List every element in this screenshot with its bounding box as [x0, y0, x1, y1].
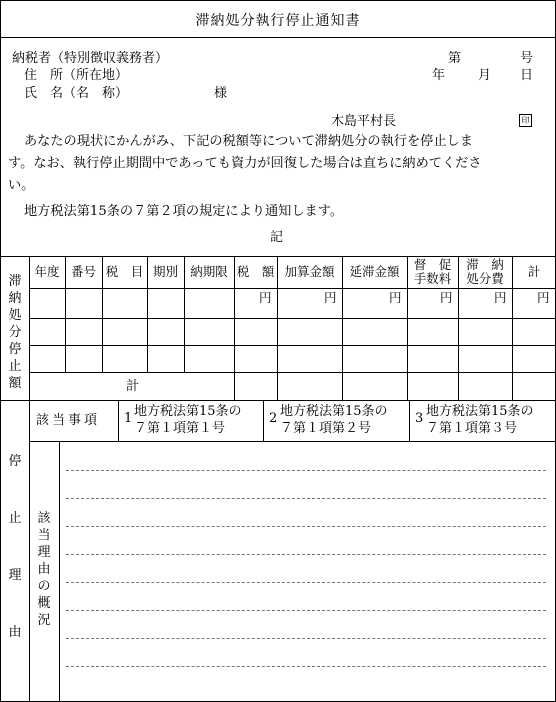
date-year: 年: [432, 68, 446, 83]
taxpayer-label: 納税者（特別徴収義務者）: [12, 51, 169, 66]
header-due-date: 納期限: [190, 264, 228, 279]
reason-side-line: [29, 400, 30, 702]
applicable-label: 該当事項: [36, 413, 101, 428]
overview-char: 該: [37, 511, 51, 526]
writing-line: [66, 498, 546, 499]
writing-line: [66, 470, 546, 471]
header-year: 年度: [34, 264, 60, 279]
option-2-number: 2: [269, 411, 278, 426]
writing-line: [66, 638, 546, 639]
option-1-line1: 地方税法第15条の: [134, 404, 242, 419]
overview-char: 概: [37, 596, 51, 611]
header-number: 番号: [70, 264, 96, 279]
stop-reason-side-label: [7, 455, 23, 639]
doc-number-suffix: 号: [520, 51, 534, 66]
side-char: 分: [8, 325, 22, 340]
yen-disposal: 円: [494, 290, 507, 305]
name-label: 氏 名（名 称）: [24, 86, 129, 101]
issuer-seal: 印: [519, 114, 532, 127]
doc-number-prefix: 第: [448, 51, 462, 66]
applicable-label-line: [118, 400, 119, 441]
header-fee-line1: 督 促: [413, 257, 452, 272]
row-line-1: [29, 318, 556, 319]
total-bottom-line: [0, 400, 556, 401]
overview-char: 由: [37, 562, 51, 577]
overview-label: [36, 512, 52, 627]
header-period: 期別: [152, 264, 178, 279]
header-disposal-line2: 処分費: [466, 271, 504, 286]
address-label: 住 所（所在地）: [24, 68, 129, 83]
side-char: 由: [8, 625, 22, 640]
option-2-line1: 地方税法第15条の: [280, 404, 388, 419]
amount-side-label: [7, 275, 23, 390]
overview-char: 当: [37, 528, 51, 543]
body-line-1: あなたの現状にかんがみ、下記の税額等について滞納処分の執行を停止しま: [24, 134, 473, 149]
honorific: 様: [214, 86, 228, 101]
writing-line: [66, 666, 546, 667]
side-char: 滞: [8, 274, 22, 289]
option-line-1: [263, 400, 264, 441]
applicable-bottom-line: [29, 441, 556, 442]
side-char: 処: [8, 308, 22, 323]
header-additional-tax: 加算金額: [284, 264, 335, 279]
writing-line: [66, 610, 546, 611]
writing-line: [66, 526, 546, 527]
header-tax-amount: 税 額: [236, 264, 275, 279]
title-divider: [0, 37, 556, 38]
writing-line: [66, 582, 546, 583]
header-total: 計: [527, 264, 541, 279]
ki-heading: 記: [270, 230, 284, 245]
option-3-line1: 地方税法第15条の: [426, 404, 534, 419]
writing-line: [66, 554, 546, 555]
side-char: 止: [8, 511, 22, 526]
option-3-line2: ７第１項第３号: [426, 421, 518, 436]
document-title: 滞納処分執行停止通知書: [195, 13, 361, 29]
header-tax-item: 税 目: [105, 264, 144, 279]
overview-char: の: [37, 579, 51, 594]
header-disposal-line1: 滞 納: [466, 257, 504, 272]
side-char: 額: [8, 376, 22, 391]
option-1-number: 1: [124, 411, 133, 426]
yen-fee: 円: [440, 290, 453, 305]
header-bottom-line: [29, 288, 556, 289]
date-month: 月: [478, 68, 492, 83]
body-line-4: 地方税法第15条の７第２項の規定により通知します。: [24, 204, 344, 219]
option-line-2: [409, 400, 410, 441]
side-char: 停: [8, 454, 22, 469]
side-char: 理: [8, 568, 22, 583]
row-line-3: [29, 372, 556, 373]
body-line-3: い。: [8, 178, 35, 193]
option-1-line2: ７第１項第１号: [134, 421, 226, 436]
side-char: 停: [8, 342, 22, 357]
overview-char: 況: [37, 613, 51, 628]
body-line-2: す。なお、執行停止期間中であっても資力が回復した場合は直ちに納めてくださ: [8, 156, 482, 171]
overview-label-line: [59, 441, 60, 702]
yen-additional-tax: 円: [324, 290, 337, 305]
header-delinquency: 延滞金額: [349, 264, 400, 279]
issuer-title: 木島平村長: [331, 114, 397, 129]
yen-total: 円: [537, 290, 550, 305]
yen-delinquency: 円: [389, 290, 402, 305]
header-fee-line2: 手数料: [413, 271, 452, 286]
overview-char: 理: [37, 545, 51, 560]
side-char: 止: [8, 359, 22, 374]
option-2-line2: ７第１項第２号: [280, 421, 372, 436]
total-row-label: 計: [126, 379, 140, 394]
side-char: 納: [8, 291, 22, 306]
row-line-2: [29, 345, 556, 346]
yen-tax-amount: 円: [259, 290, 272, 305]
option-3-number: 3: [415, 411, 424, 426]
date-day: 日: [520, 68, 534, 83]
